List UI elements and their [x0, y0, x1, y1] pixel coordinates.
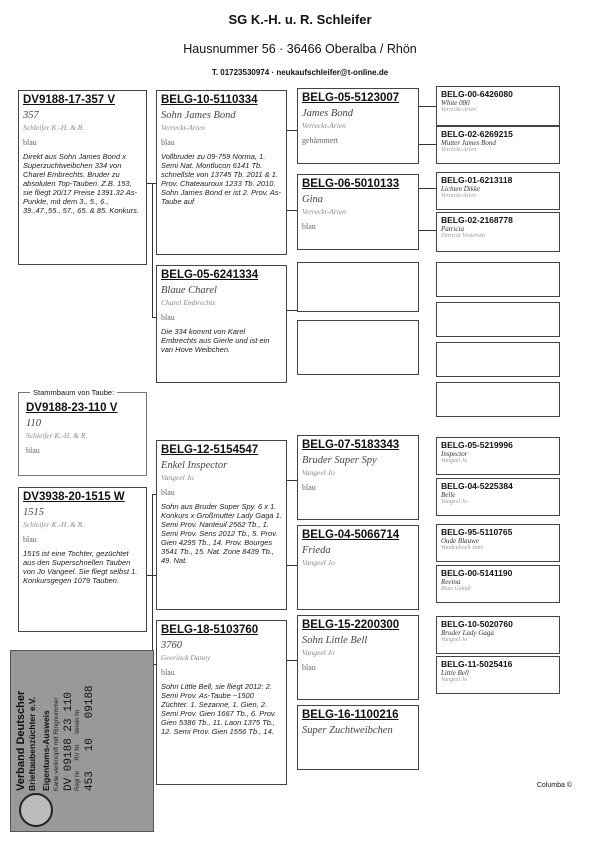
pigeon-card-dam[interactable]	[18, 487, 147, 632]
pigeon-color: blau	[23, 535, 37, 544]
pigeon-card-g4-empty-1	[436, 262, 560, 297]
pigeon-card-g2-1[interactable]	[156, 90, 287, 255]
stamp-org-2: Brieftaubenzüchter e.V.	[27, 696, 37, 791]
pigeon-card-g2-2[interactable]	[156, 265, 287, 383]
pigeon-color: blau	[26, 446, 40, 455]
ring-number: BELG-00-6426080	[441, 89, 513, 99]
email[interactable]: neukaufschleifer@t-online.de	[276, 68, 389, 77]
pigeon-card-g2-3[interactable]	[156, 440, 287, 610]
pigeon-card-g4-7[interactable]	[436, 524, 560, 562]
pigeon-name: 1515	[23, 507, 44, 518]
pigeon-card-g3-2[interactable]	[297, 174, 419, 250]
breeder-name: Vangeel Jo	[441, 499, 468, 505]
pigeon-card-g3-empty-2	[297, 320, 419, 375]
breeder-name: Vangeel Jo	[441, 458, 468, 464]
ring-number: BELG-04-5066714	[302, 529, 400, 541]
breeder-name: Verreckt-Arien	[161, 123, 205, 132]
pigeon-name: Lichten Dikke	[441, 185, 481, 193]
ring-number: BELG-05-5219996	[441, 440, 513, 450]
pigeon-color: blau	[161, 138, 175, 147]
pigeon-card-g4-1[interactable]	[436, 86, 560, 126]
pigeon-color: blau	[161, 488, 175, 497]
pigeon-name: Enkel Inspector	[161, 460, 228, 471]
pigeon-description: Sohn aus Bruder Super Spy. 6 x 1. Konkurs x Großmutter Lady Gaga 1. Semi Prov. Nanteuil 2562 Tb., 1. Semi Prov. Sens 2012 Tb., 5. Prov. Gien 4295 Tb., 14. Prov. Bourges 3541 Tb., 15. Nat. Zone 8439 Tb., 49. Nat.	[161, 502, 282, 565]
ring-number: BELG-06-5010133	[302, 178, 400, 190]
pigeon-card-g4-10[interactable]	[436, 656, 560, 694]
ring-number: DV9188-17-357 V	[23, 94, 116, 106]
pigeon-color: blau	[161, 668, 175, 677]
ring-number: BELG-05-5123007	[302, 92, 400, 104]
ring-number: BELG-10-5020760	[441, 619, 513, 629]
pigeon-card-g3-1[interactable]	[297, 88, 419, 164]
ring-number: BELG-07-5183343	[302, 439, 400, 451]
ring-number: BELG-12-5154547	[161, 444, 259, 456]
breeder-name: Charel Embrechts	[161, 298, 216, 307]
stamp-values: 453 10 09188	[84, 685, 96, 791]
ring-number: DV3938-20-1515 W	[23, 491, 125, 503]
breeder-name: Vangeel Jo	[161, 473, 194, 482]
breeder-name: Vangeel Jo	[302, 648, 335, 657]
breeder-name: Rene Geladi	[441, 586, 471, 592]
pigeon-name: 3760	[161, 640, 182, 651]
pigeon-card-subject-2[interactable]	[26, 402, 144, 455]
pigeon-name: Gina	[302, 194, 323, 205]
breeder-name: Verreckt-Arien	[302, 121, 346, 130]
breeder-name: Vangeel Jo	[441, 677, 468, 683]
stamp-labels: Regl Nr RV Nr Verein Nr	[75, 709, 81, 791]
pigeon-name: James Bond	[302, 108, 354, 119]
phone: T. 01723530974	[211, 68, 270, 77]
ring-number: BELG-02-2168778	[441, 215, 513, 225]
pigeon-card-g3-5[interactable]	[297, 615, 419, 700]
pigeon-card-g4-empty-3	[436, 342, 560, 377]
pigeon-color: blau	[23, 138, 37, 147]
breeder-address: Hausnummer 56 · 36466 Oberalba / Rhön	[183, 42, 417, 56]
ring-number: BELG-02-6269215	[441, 129, 513, 139]
breeder-contact: T. 01723530974 · neukaufschleifer@t-online.de	[211, 68, 389, 77]
federation-seal-icon	[19, 793, 53, 827]
breeder-name: Geerinck Danny	[161, 653, 211, 662]
pigeon-name: Sohn Little Bell	[302, 635, 368, 646]
pigeon-card-g4-5[interactable]	[436, 437, 560, 475]
breeder-name: Verreckt-Arien	[302, 207, 346, 216]
pigeon-card-g3-empty-1	[297, 262, 419, 312]
pigeon-color: blau	[302, 222, 316, 231]
stamp-subtitle: Karte verknüpft mit Ringnummer	[53, 697, 60, 791]
footer-brand: Columba ©	[536, 782, 572, 789]
pigeon-color: blau	[302, 663, 316, 672]
stamp-title: Eigentums-Ausweis	[41, 710, 51, 791]
ring-number: BELG-04-5225384	[441, 481, 513, 491]
ring-number: BELG-95-5110765	[441, 527, 513, 537]
pigeon-card-g3-6[interactable]	[297, 705, 419, 770]
pigeon-description: 1515 ist eine Tochter, gezüchtet aus den Superschnellen Tauben von Jo Vangeel. Sie fliegt selbst 1. Konkursgegen 1079 Tauben.	[23, 549, 138, 585]
pigeon-card-g4-4[interactable]	[436, 212, 560, 252]
pigeon-card-g4-3[interactable]	[436, 172, 560, 210]
breeder-name: Vangeel Jo	[441, 637, 468, 643]
pigeon-card-g3-4[interactable]	[297, 525, 419, 610]
breeder-name: Schleifer K.-H. & R.	[23, 520, 85, 529]
pigeon-name: Mutter James Bond	[441, 139, 496, 147]
ring-number: BELG-18-5103760	[161, 624, 259, 636]
breeder-name: Vangeel Jo	[302, 468, 335, 477]
pigeon-name: Sohn James Bond	[161, 110, 236, 121]
breeder-name: Vangeel Jo	[302, 558, 335, 567]
pigeon-card-g3-3[interactable]	[297, 435, 419, 520]
stamp-ring: DV 09188 23 110	[63, 691, 75, 791]
pigeon-name: Blaue Charel	[161, 285, 217, 296]
pigeon-name: Patricia	[441, 225, 464, 233]
pigeon-card-g4-2[interactable]	[436, 126, 560, 164]
pigeon-description: Vollbruder zu 09-759 Norma, 1. Semi Nat. Montlucon 6141 Tb. schnellste von 13745 Tb. 2011 & 1. Prov. Chateauroux 1233 Tb. 2010. Sohn James Bond er ist 2. Prov. As-Taube auf	[161, 152, 282, 206]
ring-number: BELG-05-6241334	[161, 269, 259, 281]
pigeon-name: Reeina	[441, 578, 461, 586]
pigeon-color: gehämmert	[302, 136, 338, 145]
pigeon-name: Oude Blauwe	[441, 537, 479, 545]
breeder-name: Verreckt-Arien	[441, 107, 477, 113]
pigeon-name: Inspector	[441, 450, 468, 458]
pigeon-name: Super Zuchtweibchen	[302, 725, 393, 736]
ring-number: BELG-00-5141190	[441, 568, 513, 578]
breeder-name: Verreckt-Arien	[441, 193, 477, 199]
pigeon-card-g4-empty-4	[436, 382, 560, 417]
pigeon-card-subject[interactable]	[18, 90, 147, 265]
breeder-name: Schleifer K.-H. & R.	[23, 123, 85, 132]
ring-number: DV9188-23-110 V	[26, 402, 118, 414]
pigeon-description: Direkt aus Sohn James Bond x Superzuchtweibchen 334 von Charel Embrechts. Bruder zu absoluten Top-Tauben. Z.B. 153, sie fliegt 20/17 Preise 1391.32 As-Punkte, mit dem 3., 5., 6., 39.,47.,55., 57., 65. & 85. Konkurs.	[23, 152, 139, 215]
pedigree-label: Stammbaum von Taube:	[30, 388, 117, 397]
pigeon-name: 357	[23, 110, 39, 121]
pigeon-card-g4-9[interactable]	[436, 616, 560, 654]
pigeon-card-g2-4[interactable]	[156, 620, 287, 785]
breeder-title: SG K.-H. u. R. Schleifer	[228, 12, 372, 27]
pigeon-description: Sohn Little Bell, sie fliegt 2012: 2. Semi Prov. As-Taube ~1500 Züchter. 1. Sezanne, 1. Gien, 2. Semi Prov. Gien 1667 Tb., 6. Prov. Gien 5386 Tb., 11. Laon 1375 Tb., 12. Semi Prov. Gien 1556 Tb., 14.	[161, 682, 277, 736]
pigeon-card-g4-8[interactable]	[436, 565, 560, 603]
pigeon-color: blau	[302, 483, 316, 492]
pigeon-name: Belle	[441, 491, 456, 499]
ring-number: BELG-10-5110334	[161, 94, 258, 106]
ring-number: BELG-15-2200300	[302, 619, 400, 631]
ownership-card	[10, 650, 154, 832]
pigeon-name: Little Bell	[441, 669, 469, 677]
ring-number: BELG-16-1100216	[302, 709, 399, 721]
pigeon-name: Frieda	[302, 545, 331, 556]
breeder-name: Schleifer K.-H. & R.	[26, 431, 88, 440]
breeder-name: Verreckt-Arien	[441, 147, 477, 153]
breeder-name: Patricia Vostersen	[441, 233, 486, 239]
pigeon-card-g4-6[interactable]	[436, 478, 560, 516]
pigeon-name: 110	[26, 418, 41, 429]
pigeon-name: Bruder Lady Gaga	[441, 629, 494, 637]
pigeon-color: blau	[161, 313, 175, 322]
breeder-name: Vandeuhoeh Jans	[441, 545, 483, 551]
pigeon-name: Bruder Super Spy	[302, 455, 377, 466]
pigeon-card-g4-empty-2	[436, 302, 560, 337]
pigeon-description: Die 334 kommt von Karel Embrechts aus Gierle und ist ein van Hove Weibchen.	[161, 327, 270, 354]
stamp-org: Verband Deutscher	[15, 690, 27, 791]
pigeon-name: White 080	[441, 99, 470, 107]
ring-number: BELG-01-6213118	[441, 175, 513, 185]
ring-number: BELG-11-5025416	[441, 659, 513, 669]
